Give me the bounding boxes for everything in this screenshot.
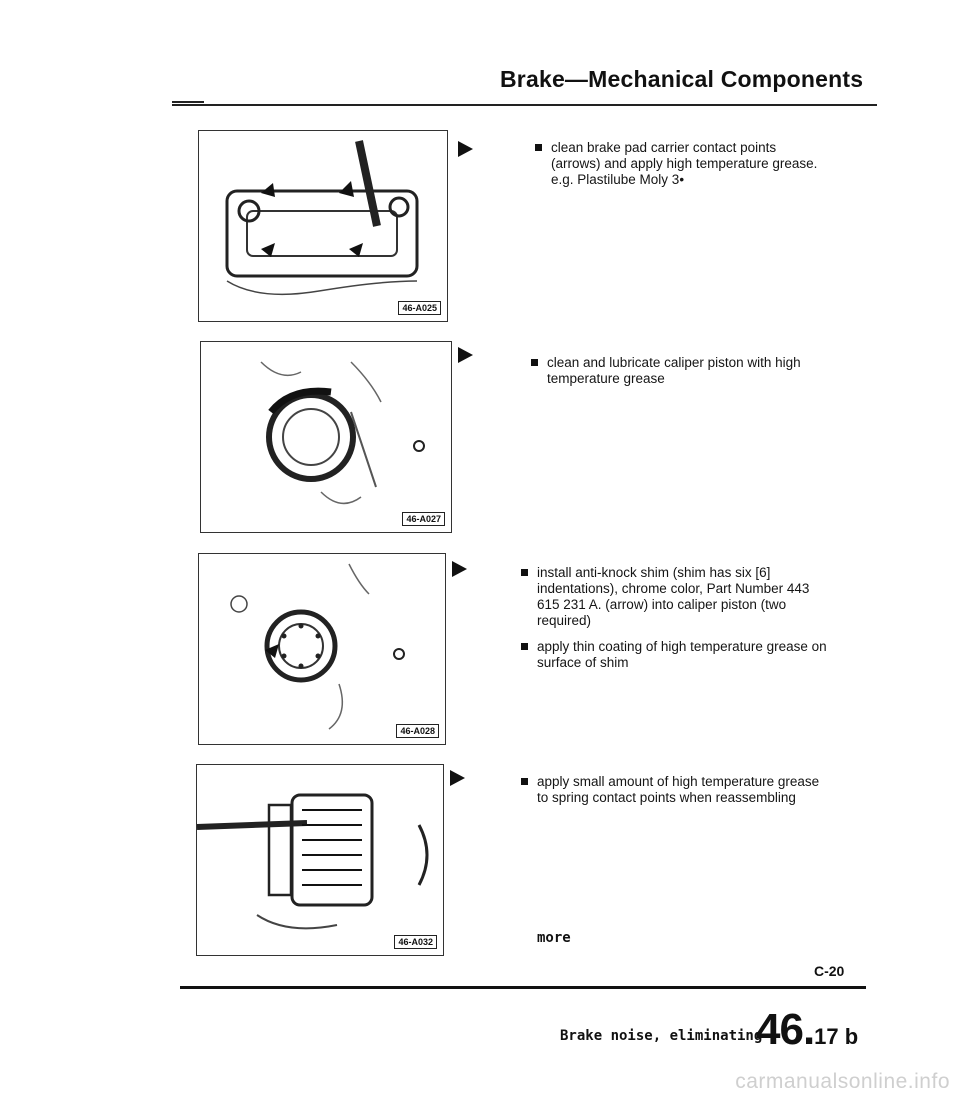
page-number-sub: 17 b: [814, 1024, 859, 1049]
figure-brake-pad-carrier: [198, 130, 448, 322]
page-code: C-20: [814, 963, 845, 979]
caliper-piston-illustration: [201, 342, 451, 532]
step-pointer-arrow: [458, 347, 473, 363]
step-4-text: apply small amount of high temperature grease to spring contact points when reassembling: [537, 774, 820, 805]
step-3-text-block: [521, 565, 831, 681]
header-rule: [172, 104, 877, 106]
step-2-text: clean and lubricate caliper piston with high temperature grease: [547, 355, 801, 386]
page-title: Brake—Mechanical Components: [500, 66, 864, 92]
step-4-text-block: [521, 774, 831, 816]
spring-contact-illustration: [197, 765, 443, 955]
step-1-text-block: [535, 140, 825, 198]
figure-label: 46-A025: [398, 301, 441, 315]
figure-label: 46-A032: [394, 935, 437, 949]
header-rule-accent: [172, 101, 204, 103]
bullet-icon: [535, 144, 542, 151]
bullet-icon: [531, 359, 538, 366]
footer-rule: [180, 986, 866, 989]
figure-label: 46-A028: [396, 724, 439, 738]
continued-indicator: more: [537, 930, 571, 946]
figure-label: 46-A027: [402, 512, 445, 526]
step-pointer-arrow: [458, 141, 473, 157]
section-title: Brake noise, eliminating: [560, 1028, 763, 1044]
step-2-text-block: [531, 355, 831, 397]
page-number: [756, 1005, 858, 1055]
step-3a-text: install anti-knock shim (shim has six [6] indentations), chrome color, Part Number 443 615 231 A. (arrow) into caliper piston (two required): [537, 565, 810, 628]
watermark: carmanualsonline.info: [735, 1070, 950, 1093]
page-number-main: 46.: [756, 1005, 815, 1054]
step-1-text: clean brake pad carrier contact points (arrows) and apply high temperature grease. e.g. Plastilube Moly 3•: [551, 140, 818, 187]
bullet-icon: [521, 778, 528, 785]
step-pointer-arrow: [450, 770, 465, 786]
bullet-icon: [521, 569, 528, 576]
figure-spring-contact: [196, 764, 444, 956]
bullet-icon: [521, 643, 528, 650]
step-3b-text: apply thin coating of high temperature grease on surface of shim: [537, 639, 827, 670]
figure-anti-knock-shim: [198, 553, 446, 745]
figure-caliper-piston: [200, 341, 452, 533]
brake-pad-carrier-illustration: [199, 131, 447, 321]
step-pointer-arrow: [452, 561, 467, 577]
anti-knock-shim-illustration: [199, 554, 445, 744]
